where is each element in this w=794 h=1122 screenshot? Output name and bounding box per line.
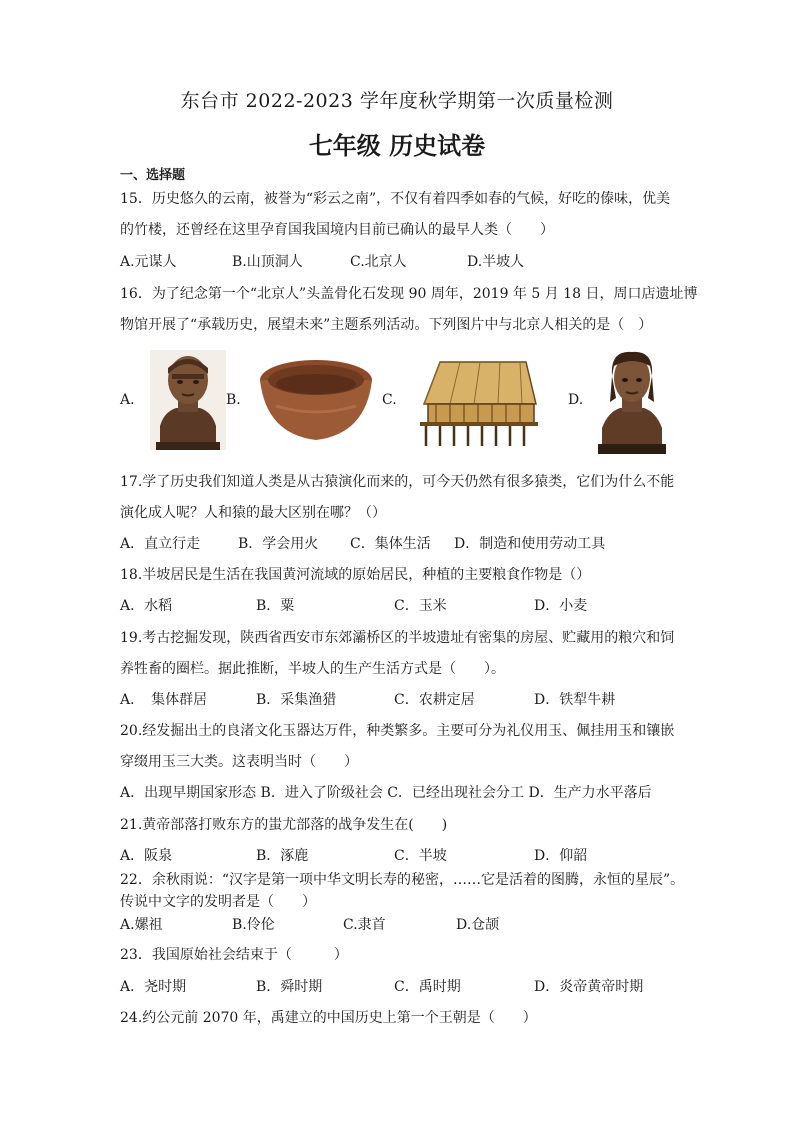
q21-option-a: A．阪泉 — [120, 848, 173, 864]
q21-option-d: D．仰韶 — [534, 848, 588, 864]
q18-option-b: B．粟 — [256, 598, 295, 614]
q23-option-c: C．禹时期 — [394, 979, 461, 995]
stilt-house-image — [410, 352, 540, 448]
q15-option-d: D.半坡人 — [467, 254, 525, 270]
q21-option-c: C．半坡 — [394, 848, 447, 864]
q20-line2: 穿缀用玉三大类。这表明当时（ ） — [120, 754, 358, 770]
q16-option-d: D. — [568, 392, 584, 408]
q16-line1: 16．为了纪念第一个“北京人”头盖骨化石发现 90 周年，2019 年 5 月 18 日，周口店遗址博 — [120, 286, 698, 302]
q20-line1: 20.经发掘出土的良渚文化玉器达万件，种类繁多。主要可分为礼仪用玉、佩挂用玉和镶嵌 — [120, 723, 675, 739]
q17-option-d: D．制造和使用劳动工具 — [454, 536, 606, 552]
q17-option-a: A．直立行走 — [120, 536, 201, 552]
q20-options: A．出现早期国家形态 B．进入了阶级社会 C．已经出现社会分工 D．生产力水平落后 — [120, 785, 652, 801]
q17-line1: 17.学了历史我们知道人类是从古猿演化而来的，可今天仍然有很多猿类，它们为什么不能 — [120, 474, 675, 490]
q16-line2: 物馆开展了“承载历史，展望未来”主题系列活动。下列图片中与北京人相关的是（ ） — [120, 317, 653, 333]
q16-option-a: A. — [120, 392, 135, 408]
bust-image-d — [596, 346, 668, 454]
q23-option-b: B．舜时期 — [256, 979, 323, 995]
bust-image-a — [150, 350, 226, 450]
q18-option-a: A．水稻 — [120, 598, 173, 614]
q21-line1: 21.黄帝部落打败东方的蚩尤部落的战争发生在( ) — [120, 817, 448, 833]
q17-option-b: B．学会用火 — [238, 536, 319, 552]
q22-option-d: D.仓颉 — [456, 917, 500, 933]
q23-line1: 23．我国原始社会结束于（ ） — [120, 947, 348, 963]
q18-line1: 18.半坡居民是生活在我国黄河流域的原始居民，种植的主要粮食作物是（） — [120, 567, 591, 583]
section-heading: 一、选择题 — [120, 168, 186, 183]
q22-line2: 传说中文字的发明者是（ ） — [120, 894, 316, 910]
pottery-bowl-image — [256, 356, 376, 446]
q16-option-b: B. — [226, 392, 241, 408]
q19-option-c: C．农耕定居 — [394, 692, 475, 708]
q17-option-c: C．集体生活 — [350, 536, 431, 552]
q22-option-b: B.伶伦 — [232, 917, 275, 933]
q18-option-c: C．玉米 — [394, 598, 447, 614]
q15-line1: 15．历史悠久的云南，被誉为“彩云之南”，不仅有着四季如春的气候，好吃的傣味，优美 — [120, 191, 671, 207]
q17-line2: 演化成人呢？人和猿的最大区别在哪？（） — [120, 505, 386, 521]
q19-option-a: A． 集体群居 — [120, 692, 208, 708]
q16-image-options — [120, 346, 680, 456]
q19-line2: 养牲畜的圈栏。据此推断，半坡人的生产生活方式是（ ）。 — [120, 661, 505, 677]
q15-line2: 的竹楼，还曾经在这里孕育国我国境内目前已确认的最早人类（ ） — [120, 222, 554, 238]
q19-option-b: B．采集渔猎 — [256, 692, 337, 708]
q19-line1: 19.考古挖掘发现，陕西省西安市东郊灞桥区的半坡遗址有密集的房屋、贮藏用的粮穴和饲 — [120, 630, 675, 646]
q15-option-a: A.元谋人 — [120, 254, 177, 270]
exam-subtitle: 七年级 历史试卷 — [308, 131, 486, 160]
q22-option-a: A.嫘祖 — [120, 917, 163, 933]
q18-option-d: D．小麦 — [534, 598, 588, 614]
q15-option-b: B.山顶洞人 — [232, 254, 303, 270]
exam-title: 东台市 2022-2023 学年度秋学期第一次质量检测 — [180, 90, 614, 112]
q19-option-d: D．铁犁牛耕 — [534, 692, 616, 708]
q16-option-c: C. — [382, 392, 397, 408]
q15-option-c: C.北京人 — [350, 254, 407, 270]
q22-option-c: C.隶首 — [343, 917, 386, 933]
q23-option-a: A．尧时期 — [120, 979, 187, 995]
q23-option-d: D．炎帝黄帝时期 — [534, 979, 644, 995]
q24-line1: 24.约公元前 2070 年，禹建立的中国历史上第一个王朝是（ ） — [120, 1010, 537, 1026]
q21-option-b: B．涿鹿 — [256, 848, 309, 864]
q22-line1: 22．余秋雨说：“汉字是第一项中华文明长寿的秘密，……它是活着的图腾，永恒的星辰”。 — [120, 872, 685, 888]
